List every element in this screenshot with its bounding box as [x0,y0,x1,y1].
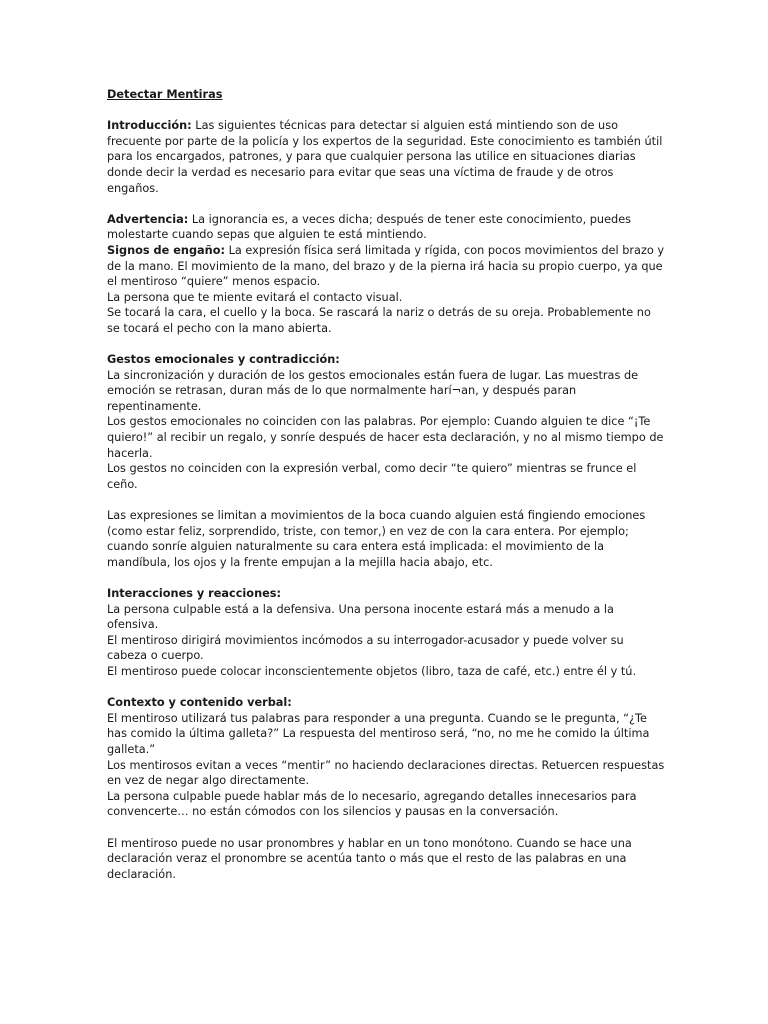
warning-paragraph [107,212,667,243]
emotional-paragraph-2: Los gestos emocionales no coinciden con las palabras. Por ejemplo: Cuando alguien te dice “¡Te quiero!” al recibir un regalo, y sonríe después de hacer esta declaración, y no al mismo tiempo de hacerla. [107,415,664,460]
intro-paragraph [107,118,667,196]
expressions-paragraph: Las expresiones se limitan a movimientos de la boca cuando alguien está fingiendo emociones (como estar feliz, sorprendido, triste, con temor,) en vez de con la cara entera. Por ejemplo; cuando sonríe alguien naturalmente su cara entera está implicada: el movimiento de la mandíbula, los ojos y la frente empujan a la mejilla hacia abajo, etc. [107,509,646,569]
signs-paragraph-3: Se tocará la cara, el cuello y la boca. Se rascará la nariz o detrás de su oreja. Probablemente no se tocará el pecho con la mano abierta. [107,306,651,335]
context-heading: Contexto y contenido verbal: [107,696,292,710]
emotional-paragraph-3: Los gestos no coinciden con la expresión verbal, como decir “te quiero” mientras se frunce el ceño. [107,462,637,491]
pronouns-paragraph: El mentiroso puede no usar pronombres y hablar en un tono monótono. Cuando se hace una declaración veraz el pronombre se acentúa tanto o más que el resto de las palabras en una declaración. [107,836,632,881]
interactions-paragraph-3: El mentiroso puede colocar inconscientemente objetos (libro, taza de café, etc.) entre él y tú. [107,664,637,678]
signs-label: Signos de engaño: [107,243,225,257]
intro-text: Las siguientes técnicas para detectar si alguien está mintiendo son de uso frecuente por parte de la policía y los expertos de la seguridad. Este conocimiento es también útil para los encargados, patrones, y para que cualquier persona las utilice en situaciones diarias donde decir la verdad es necesario para evitar que seas una víctima de fraude y de otros engaños. [107,119,663,195]
context-paragraph-2: Los mentirosos evitan a veces “mentir” no haciendo declaraciones directas. Retuercen respuestas en vez de negar algo directamente. [107,758,665,788]
interactions-heading: Interacciones y reacciones: [107,587,282,600]
context-paragraph-1: El mentiroso utilizará tus palabras para responder a una pregunta. Cuando se le pregunta, “¿Te has comido la última galleta?” La respuesta del mentiroso será, “no, no me he comido la última galleta.” [107,711,650,756]
signs-text: La expresión física será limitada y rígida, con pocos movimientos del brazo y de la mano. El movimiento de la mano, del brazo y de la pierna irá hacia su propio cuerpo, ya que el mentiroso “quiere” menos espacio. [107,243,665,289]
context-paragraph-3: La persona culpable puede hablar más de lo necesario, agregando detalles innecesarios para convencerte… no están cómodos con los silencios y pausas en la conversación. [107,789,637,819]
emotional-heading: Gestos emocionales y contradicción: [107,353,340,367]
interactions-paragraph-1: La persona culpable está a la defensiva. Una persona inocente estará más a menudo a la ofensiva. [107,602,614,632]
warning-text: La ignorancia es, a veces dicha; después de tener este conocimiento, puedes molestarte cuando sepas que alguien te está mintiendo. [107,212,632,242]
intro-label: Introducción: [107,119,192,133]
emotional-paragraph-1: La sincronización y duración de los gestos emocionales están fuera de lugar. Las muestras de emoción se retrasan, duran más de lo que normalmente harí¬an, y después paran repentinamente. [107,368,639,413]
signs-paragraph [107,243,667,290]
interactions-paragraph-2: El mentiroso dirigirá movimientos incómodos a su interrogador-acusador y puede volver su cabeza o cuerpo. [107,633,624,663]
document-title: Detectar Mentiras [107,88,223,101]
warning-label: Advertencia: [107,212,189,226]
signs-paragraph-2: La persona que te miente evitará el contacto visual. [107,290,403,304]
document-page [107,87,667,882]
